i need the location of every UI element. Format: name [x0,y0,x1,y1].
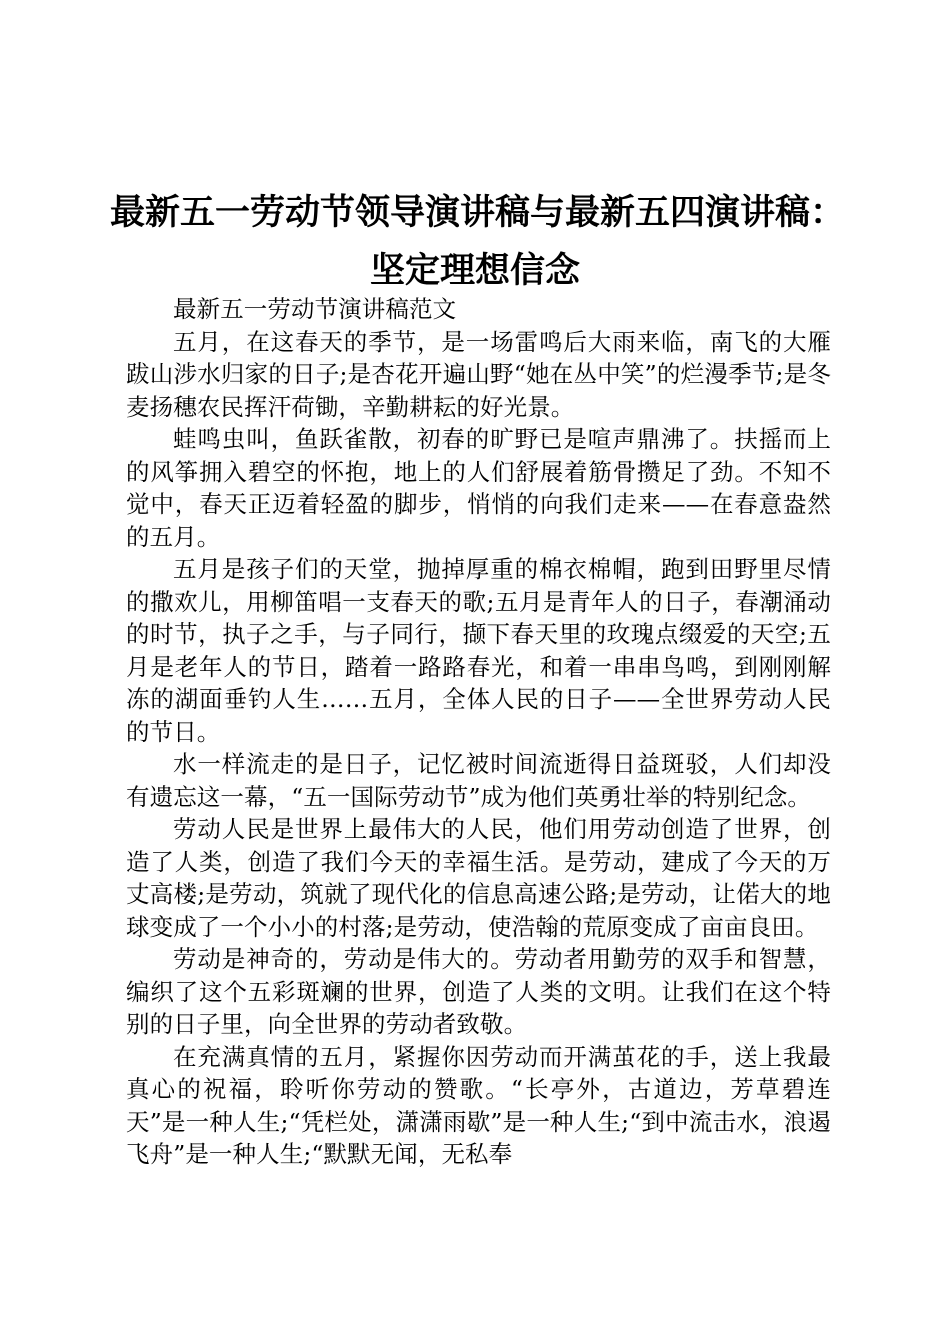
document-title [110,184,846,300]
title-line-2: 坚定理想信念 [369,250,580,291]
paragraph: 水一样流走的是日子，记忆被时间流逝得日益斑驳，人们却没有遗忘这一幕，“五一国际劳动节”成为他们英勇壮举的特别纪念。 [126,750,831,811]
section-heading: 最新五一劳动节演讲稿范文 [173,295,457,323]
title-line-1: 最新五一劳动节领导演讲稿与最新五四演讲稿： [110,192,846,233]
paragraph: 五月是孩子们的天堂，抛掉厚重的棉衣棉帽，跑到田野里尽情的撒欢儿，用柳笛唱一支春天的歌;五月是青年人的日子，春潮涌动的时节，执子之手，与子同行，撷下春天里的玫瑰点缀爱的天空;五月是老年人的节日，踏着一路路春光，和着一串串鸟鸣，到刚刚解冻的湖面垂钓人生……五月，全体人民的日子——全世界劳动人民的节日。 [126,555,831,746]
paragraph: 在充满真情的五月，紧握你因劳动而开满茧花的手，送上我最真心的祝福，聆听你劳动的赞歌。“长亭外，古道边，芳草碧连天”是一种人生;“凭栏处，潇潇雨歇”是一种人生;“到中流击水，浪遏飞舟”是一种人生;“默默无闻，无私奉 [126,1042,831,1168]
document-body [126,293,831,1171]
paragraph: 劳动是神奇的，劳动是伟大的。劳动者用勤劳的双手和智慧，编织了这个五彩斑斓的世界，创造了人类的文明。让我们在这个特别的日子里，向全世界的劳动者致敬。 [126,945,831,1038]
paragraph: 五月，在这春天的季节，是一场雷鸣后大雨来临，南飞的大雁跋山涉水归家的日子;是杏花开遍山野“她在丛中笑”的烂漫季节;是冬麦扬穗农民挥汗荷锄，辛勤耕耘的好光景。 [126,327,831,421]
paragraph: 蛙鸣虫叫，鱼跃雀散，初春的旷野已是喧声鼎沸了。扶摇而上的风筝拥入碧空的怀抱，地上的人们舒展着筋骨攒足了劲。不知不觉中，春天正迈着轻盈的脚步，悄悄的向我们走来——在春意盎然的五月。 [126,425,831,551]
paragraph: 劳动人民是世界上最伟大的人民，他们用劳动创造了世界，创造了人类，创造了我们今天的幸福生活。是劳动，建成了今天的万丈高楼;是劳动，筑就了现代化的信息高速公路;是劳动，让偌大的地球变成了一个小小的村落;是劳动，使浩翰的荒原变成了亩亩良田。 [126,815,831,941]
